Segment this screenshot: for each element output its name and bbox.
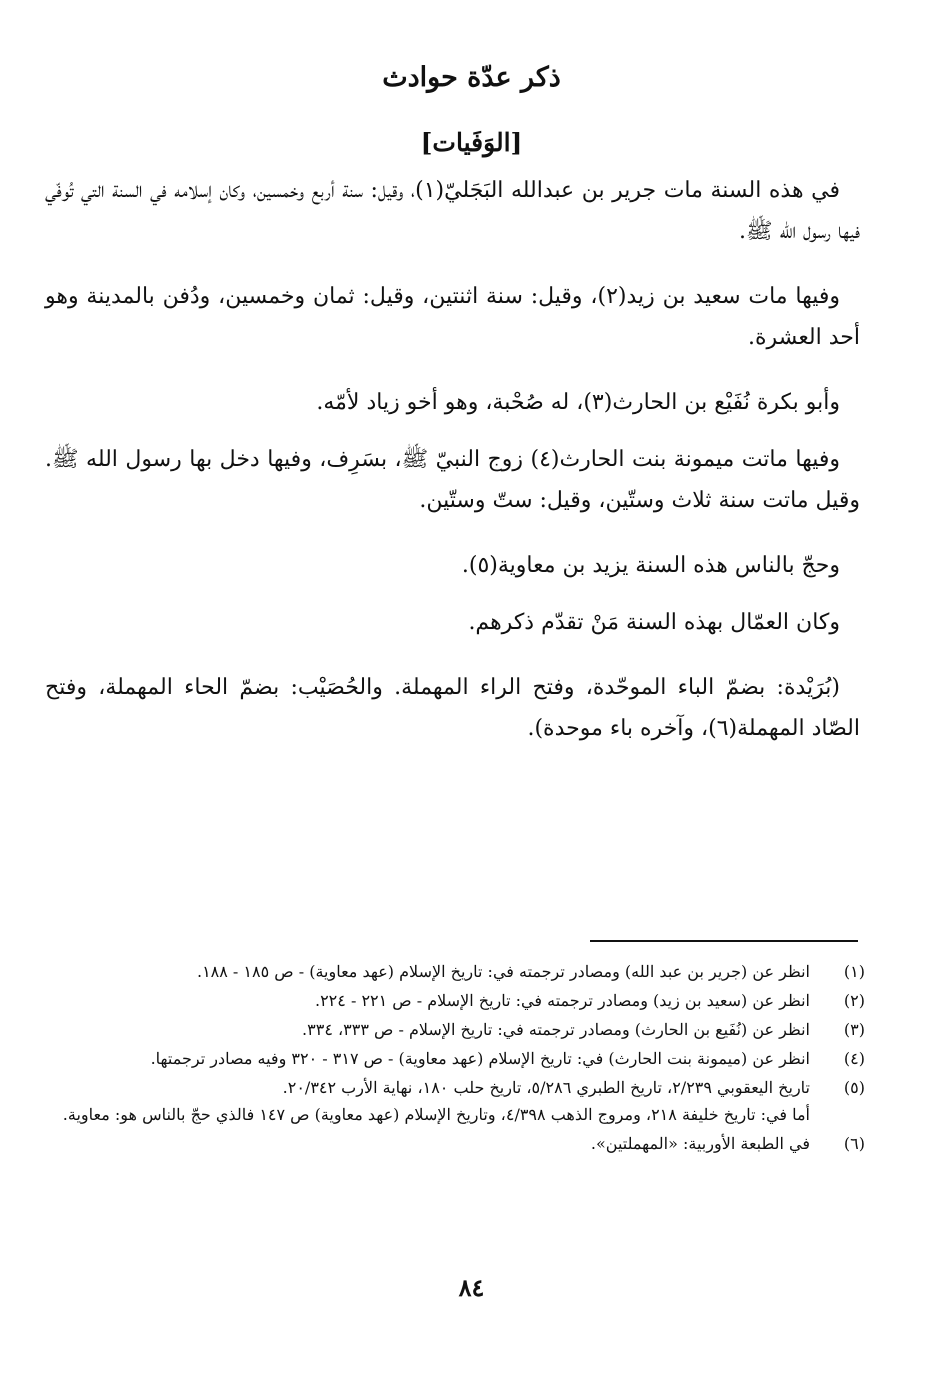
paragraph: (بُرَيْدة: بضمّ الباء الموحّدة، وفتح الراء المهملة. والحُصَيْب: بضمّ الحاء المهملة، وفتح الصّاد المهملة(٦)، وآخره باء موحدة).	[45, 675, 860, 741]
footnote-text	[60, 1016, 810, 1043]
footnotes	[60, 958, 865, 1159]
footnote-number: (٣)	[843, 1020, 865, 1039]
paragraph: وكان العمّال بهذه السنة مَنْ تقدّم ذكرهم.	[468, 610, 840, 635]
footnote-text	[60, 1074, 810, 1128]
section-heading: [الوَفَيات]	[420, 128, 523, 157]
footnote	[60, 1045, 865, 1072]
page-title: ذكر عدّة حوادث	[382, 62, 561, 93]
footnote-line: تاريخ اليعقوبي ٢/٢٣٩، تاريخ الطبري ٥/٢٨٦، تاريخ حلب ١٨٠، نهاية الأرب ٢٠/٣٤٢.	[282, 1078, 810, 1097]
footnote-number: (٥)	[843, 1078, 865, 1097]
paragraph: وحجّ بالناس هذه السنة يزيد بن معاوية(٥).	[461, 553, 840, 578]
paragraph: وفيها مات سعيد بن زيد(٢)، وقيل: سنة اثنتين، وقيل: ثمان وخمسين، ودُفن بالمدينة وهو أحد العشرة.	[45, 284, 860, 350]
footnote-line: في الطبعة الأوربية: «المهملتين».	[590, 1134, 810, 1153]
paragraph: في هذه السنة مات جرير بن عبدالله البَجَليّ(١)، وقيل: سنة أربع وخمسين، وكان إسلامه في السنة التي تُوفّي فيها رسول الله ﷺ.	[45, 178, 860, 244]
footnote-text	[60, 1045, 810, 1072]
footnote	[60, 1074, 865, 1128]
footnote-line: انظر عن (سعيد بن زيد) ومصادر ترجمته في: تاريخ الإسلام - ص ٢٢١ - ٢٢٤.	[314, 991, 810, 1010]
footnote-divider	[590, 940, 858, 942]
footnote-line: انظر عن (نُفَيع بن الحارث) ومصادر ترجمته في: تاريخ الإسلام - ص ٣٣٣، ٣٣٤.	[302, 1020, 810, 1039]
body-text	[45, 170, 860, 765]
footnote-line: انظر عن (جرير بن عبد الله) ومصادر ترجمته في: تاريخ الإسلام (عهد معاوية) - ص ١٨٥ - ١٨٨.	[196, 962, 810, 981]
footnote-line: انظر عن (ميمونة بنت الحارث) في: تاريخ الإسلام (عهد معاوية) - ص ٣١٧ - ٣٢٠ وفيه مصادر ترجمتها.	[150, 1049, 810, 1068]
footnote-number: (٦)	[843, 1134, 865, 1153]
paragraph: وأبو بكرة نُفَيْع بن الحارث(٣)، له صُحْبة، وهو أخو زياد لأمّه.	[316, 390, 840, 415]
footnote	[60, 958, 865, 985]
footnote-text	[60, 987, 810, 1014]
footnote	[60, 1016, 865, 1043]
footnote-text	[60, 958, 810, 985]
paragraph: وفيها ماتت ميمونة بنت الحارث(٤) زوج النبيّ ﷺ، بسَرِف، وفيها دخل بها رسول الله ﷺ. وقيل ماتت سنة ثلاث وستّين، وقيل: ستّ وستّين.	[45, 447, 860, 513]
page-number: ٨٤	[458, 1273, 485, 1302]
footnote	[60, 1130, 865, 1157]
footnote-text	[60, 1130, 810, 1157]
footnote-number: (١)	[843, 962, 865, 981]
footnote-line: أما في: تاريخ خليفة ٢١٨، ومروج الذهب ٤/٣٩٨، وتاريخ الإسلام (عهد معاوية) ص ١٤٧ فالذي حجّ بالناس هو: معاوية.	[62, 1105, 810, 1124]
footnote-number: (٤)	[843, 1049, 865, 1068]
footnote-number: (٢)	[843, 991, 865, 1010]
footnote	[60, 987, 865, 1014]
